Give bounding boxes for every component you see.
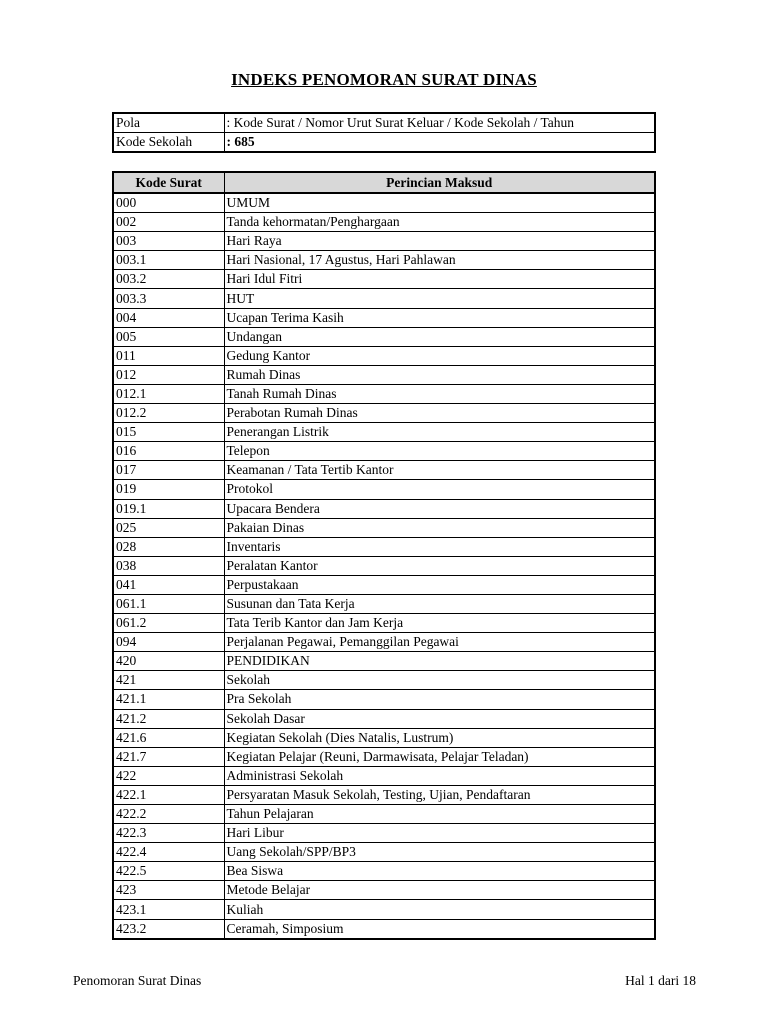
perincian-maksud-cell: Tahun Pelajaran <box>224 805 655 824</box>
perincian-maksud-cell: Hari Nasional, 17 Agustus, Hari Pahlawan <box>224 251 655 270</box>
table-row <box>113 805 655 824</box>
perincian-maksud-cell: Inventaris <box>224 537 655 556</box>
table-row <box>113 900 655 919</box>
kode-surat-cell: 004 <box>113 308 224 327</box>
footer-page-number: Hal 1 dari 18 <box>625 973 696 988</box>
perincian-maksud-cell: Susunan dan Tata Kerja <box>224 594 655 613</box>
table-row <box>113 442 655 461</box>
table-row <box>113 824 655 843</box>
table-row <box>113 461 655 480</box>
index-table <box>112 171 656 940</box>
kode-surat-cell: 420 <box>113 652 224 671</box>
table-row <box>113 365 655 384</box>
perincian-maksud-cell: Perjalanan Pegawai, Pemanggilan Pegawai <box>224 633 655 652</box>
table-row <box>113 633 655 652</box>
perincian-maksud-cell: Penerangan Listrik <box>224 423 655 442</box>
table-row <box>113 881 655 900</box>
page-title: INDEKS PENOMORAN SURAT DINAS <box>231 70 537 89</box>
kode-surat-cell: 012.1 <box>113 384 224 403</box>
kode-surat-cell: 017 <box>113 461 224 480</box>
kode-surat-cell: 422.1 <box>113 785 224 804</box>
kode-surat-cell: 422.4 <box>113 843 224 862</box>
perincian-maksud-cell: Hari Libur <box>224 824 655 843</box>
table-row <box>113 614 655 633</box>
perincian-maksud-cell: Hari Raya <box>224 232 655 251</box>
perincian-maksud-cell: Gedung Kantor <box>224 346 655 365</box>
kode-surat-cell: 003 <box>113 232 224 251</box>
perincian-maksud-cell: Ucapan Terima Kasih <box>224 308 655 327</box>
kode-surat-cell: 422.2 <box>113 805 224 824</box>
pola-value: : Kode Surat / Nomor Urut Surat Keluar / Kode Sekolah / Tahun <box>224 113 655 133</box>
table-row <box>113 404 655 423</box>
kode-surat-cell: 421.6 <box>113 728 224 747</box>
kode-surat-cell: 015 <box>113 423 224 442</box>
table-row <box>113 423 655 442</box>
column-header-perincian-maksud: Perincian Maksud <box>224 172 655 193</box>
table-row <box>113 728 655 747</box>
table-row <box>113 671 655 690</box>
table-row <box>113 499 655 518</box>
kode-surat-cell: 421.1 <box>113 690 224 709</box>
table-row <box>113 384 655 403</box>
kode-surat-cell: 003.2 <box>113 270 224 289</box>
table-row <box>113 232 655 251</box>
table-row <box>113 862 655 881</box>
table-row <box>113 193 655 213</box>
perincian-maksud-cell: Bea Siswa <box>224 862 655 881</box>
footer-document-name: Penomoran Surat Dinas <box>73 973 202 988</box>
perincian-maksud-cell: HUT <box>224 289 655 308</box>
kode-surat-cell: 422.3 <box>113 824 224 843</box>
table-body <box>113 193 655 939</box>
perincian-maksud-cell: Undangan <box>224 327 655 346</box>
kode-surat-cell: 423.1 <box>113 900 224 919</box>
perincian-maksud-cell: Protokol <box>224 480 655 499</box>
table-row <box>113 766 655 785</box>
kode-surat-cell: 003.1 <box>113 251 224 270</box>
perincian-maksud-cell: Tata Terib Kantor dan Jam Kerja <box>224 614 655 633</box>
perincian-maksud-cell: UMUM <box>224 193 655 213</box>
table-row <box>113 652 655 671</box>
table-row <box>113 346 655 365</box>
perincian-maksud-cell: Kegiatan Sekolah (Dies Natalis, Lustrum) <box>224 728 655 747</box>
perincian-maksud-cell: Uang Sekolah/SPP/BP3 <box>224 843 655 862</box>
table-row <box>113 556 655 575</box>
perincian-maksud-cell: PENDIDIKAN <box>224 652 655 671</box>
perincian-maksud-cell: Perabotan Rumah Dinas <box>224 404 655 423</box>
kode-surat-cell: 421.2 <box>113 709 224 728</box>
perincian-maksud-cell: Kuliah <box>224 900 655 919</box>
column-header-kode-surat: Kode Surat <box>113 172 224 193</box>
table-row <box>113 747 655 766</box>
table-row <box>113 213 655 232</box>
kode-surat-cell: 422 <box>113 766 224 785</box>
perincian-maksud-cell: Sekolah Dasar <box>224 709 655 728</box>
table-row <box>113 518 655 537</box>
table-row <box>113 709 655 728</box>
perincian-maksud-cell: Tanah Rumah Dinas <box>224 384 655 403</box>
kode-sekolah-row <box>113 133 655 153</box>
perincian-maksud-cell: Administrasi Sekolah <box>224 766 655 785</box>
table-row <box>113 575 655 594</box>
table-row <box>113 690 655 709</box>
perincian-maksud-cell: Ceramah, Simposium <box>224 919 655 939</box>
perincian-maksud-cell: Pakaian Dinas <box>224 518 655 537</box>
table-row <box>113 327 655 346</box>
kode-surat-cell: 019 <box>113 480 224 499</box>
kode-surat-cell: 421 <box>113 671 224 690</box>
kode-surat-cell: 061.1 <box>113 594 224 613</box>
pola-label: Pola <box>113 113 224 133</box>
perincian-maksud-cell: Telepon <box>224 442 655 461</box>
table-row <box>113 594 655 613</box>
kode-surat-cell: 011 <box>113 346 224 365</box>
table-row <box>113 919 655 939</box>
kode-surat-cell: 423 <box>113 881 224 900</box>
kode-surat-cell: 423.2 <box>113 919 224 939</box>
perincian-maksud-cell: Upacara Bendera <box>224 499 655 518</box>
perincian-maksud-cell: Metode Belajar <box>224 881 655 900</box>
kode-sekolah-label: Kode Sekolah <box>113 133 224 153</box>
kode-surat-cell: 028 <box>113 537 224 556</box>
perincian-maksud-cell: Rumah Dinas <box>224 365 655 384</box>
perincian-maksud-cell: Peralatan Kantor <box>224 556 655 575</box>
perincian-maksud-cell: Hari Idul Fitri <box>224 270 655 289</box>
perincian-maksud-cell: Keamanan / Tata Tertib Kantor <box>224 461 655 480</box>
pola-row <box>113 113 655 133</box>
perincian-maksud-cell: Kegiatan Pelajar (Reuni, Darmawisata, Pelajar Teladan) <box>224 747 655 766</box>
table-row <box>113 270 655 289</box>
table-row <box>113 289 655 308</box>
kode-surat-cell: 000 <box>113 193 224 213</box>
kode-surat-cell: 019.1 <box>113 499 224 518</box>
perincian-maksud-cell: Perpustakaan <box>224 575 655 594</box>
perincian-maksud-cell: Sekolah <box>224 671 655 690</box>
table-row <box>113 251 655 270</box>
kode-surat-cell: 061.2 <box>113 614 224 633</box>
kode-surat-cell: 041 <box>113 575 224 594</box>
kode-surat-cell: 012.2 <box>113 404 224 423</box>
table-row <box>113 537 655 556</box>
kode-surat-cell: 038 <box>113 556 224 575</box>
kode-surat-cell: 016 <box>113 442 224 461</box>
kode-surat-cell: 025 <box>113 518 224 537</box>
kode-surat-cell: 421.7 <box>113 747 224 766</box>
kode-surat-cell: 005 <box>113 327 224 346</box>
perincian-maksud-cell: Pra Sekolah <box>224 690 655 709</box>
kode-surat-cell: 003.3 <box>113 289 224 308</box>
perincian-maksud-cell: Persyaratan Masuk Sekolah, Testing, Ujian, Pendaftaran <box>224 785 655 804</box>
table-header-row <box>113 172 655 193</box>
table-row <box>113 785 655 804</box>
table-row <box>113 843 655 862</box>
kode-surat-cell: 094 <box>113 633 224 652</box>
kode-surat-cell: 012 <box>113 365 224 384</box>
kode-surat-cell: 002 <box>113 213 224 232</box>
perincian-maksud-cell: Tanda kehormatan/Penghargaan <box>224 213 655 232</box>
kode-surat-cell: 422.5 <box>113 862 224 881</box>
kode-sekolah-value: : 685 <box>224 133 655 153</box>
table-row <box>113 308 655 327</box>
table-row <box>113 480 655 499</box>
meta-table <box>112 112 656 153</box>
